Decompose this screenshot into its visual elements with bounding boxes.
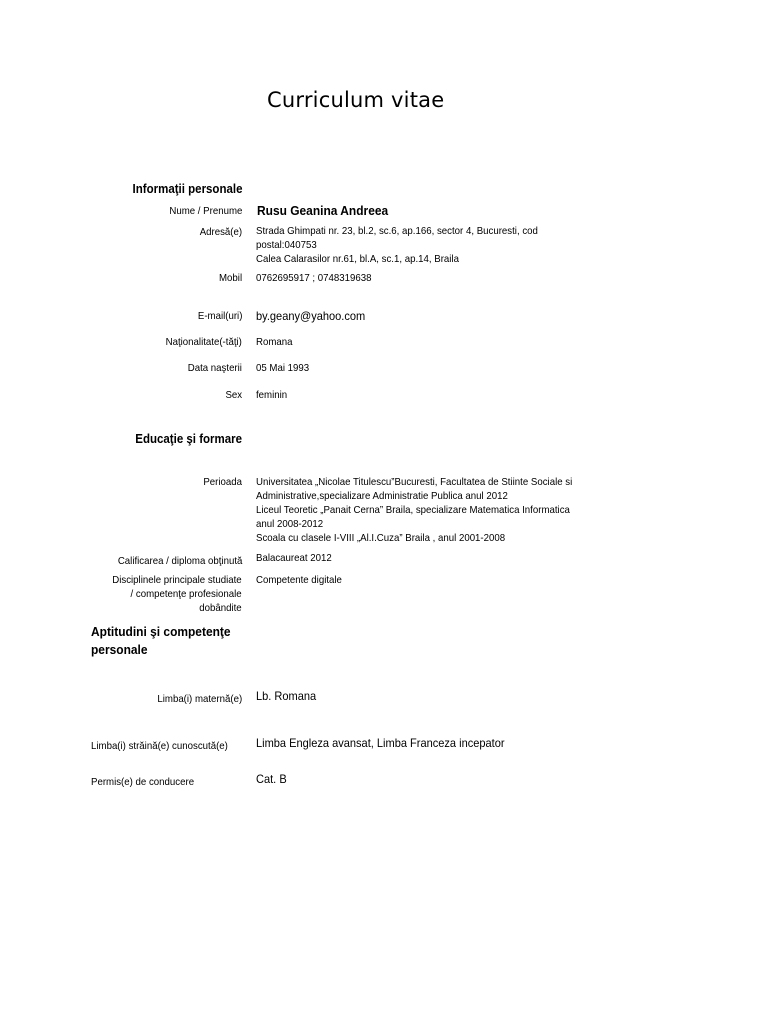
disciplines-label-line: Disciplinele principale studiate xyxy=(112,574,242,586)
skills-heading-line: personale xyxy=(91,642,148,657)
driving-license-label: Permis(e) de conducere xyxy=(91,776,195,788)
skills-heading-line: Aptitudini şi competenţe xyxy=(91,624,231,639)
birth-date-value: 05 Mai 1993 xyxy=(256,362,310,374)
sex-label: Sex xyxy=(225,389,242,401)
period-value xyxy=(256,475,572,545)
foreign-languages-value: Limba Engleza avansat, Limba Franceza incepator xyxy=(256,736,505,750)
mother-tongue-value: Lb. Romana xyxy=(256,689,317,703)
mobile-label: Mobil xyxy=(218,272,242,284)
disciplines-label xyxy=(113,573,242,615)
education-line: Administrative,specializare Administratie Publica anul 2012 xyxy=(256,490,508,502)
driving-license-value: Cat. B xyxy=(256,772,287,786)
disciplines-label-line: / competenţe profesionale xyxy=(130,588,242,600)
section-heading-personal-info: Informaţii personale xyxy=(132,182,242,196)
address-line: postal:040753 xyxy=(256,239,317,251)
mobile-value: 0762695917 ; 0748319638 xyxy=(256,272,372,284)
section-heading-skills xyxy=(91,623,231,659)
section-heading-education: Educaţie şi formare xyxy=(135,432,242,446)
address-line: Strada Ghimpati nr. 23, bl.2, sc.6, ap.166, sector 4, Bucuresti, cod xyxy=(256,225,538,237)
nationality-value: Romana xyxy=(256,336,293,348)
education-line: Liceul Teoretic „Panait Cerna” Braila, specializare Matematica Informatica xyxy=(256,504,570,516)
address-value xyxy=(256,224,538,266)
address-line: Calea Calarasilor nr.61, bl.A, sc.1, ap.14, Braila xyxy=(256,253,459,265)
sex-value: feminin xyxy=(256,389,288,401)
name-value: Rusu Geanina Andreea xyxy=(257,203,389,218)
qualification-value: Balacaureat 2012 xyxy=(256,552,332,564)
disciplines-value: Competente digitale xyxy=(256,574,342,586)
period-label: Perioada xyxy=(203,476,242,488)
address-label: Adresă(e) xyxy=(199,226,242,238)
mother-tongue-label: Limba(i) maternă(e) xyxy=(157,693,242,705)
qualification-label: Calificarea / diploma obţinută xyxy=(117,555,242,567)
page-title: Curriculum vitae xyxy=(267,88,445,112)
disciplines-label-line: dobândite xyxy=(199,602,242,614)
nationality-label: Naţionalitate(-tăţi) xyxy=(165,336,242,348)
education-line: Scoala cu clasele I-VIII „Al.I.Cuza” Braila , anul 2001-2008 xyxy=(256,532,506,544)
name-label: Nume / Prenume xyxy=(168,205,242,217)
email-label: E-mail(uri) xyxy=(197,310,242,322)
education-line: anul 2008-2012 xyxy=(256,518,324,530)
email-value: by.geany@yahoo.com xyxy=(256,309,366,323)
foreign-languages-label: Limba(i) străină(e) cunoscută(e) xyxy=(91,740,228,752)
education-line: Universitatea „Nicolae Titulescu”Bucuresti, Facultatea de Stiinte Sociale si xyxy=(256,476,573,488)
birth-date-label: Data naşterii xyxy=(187,362,242,374)
